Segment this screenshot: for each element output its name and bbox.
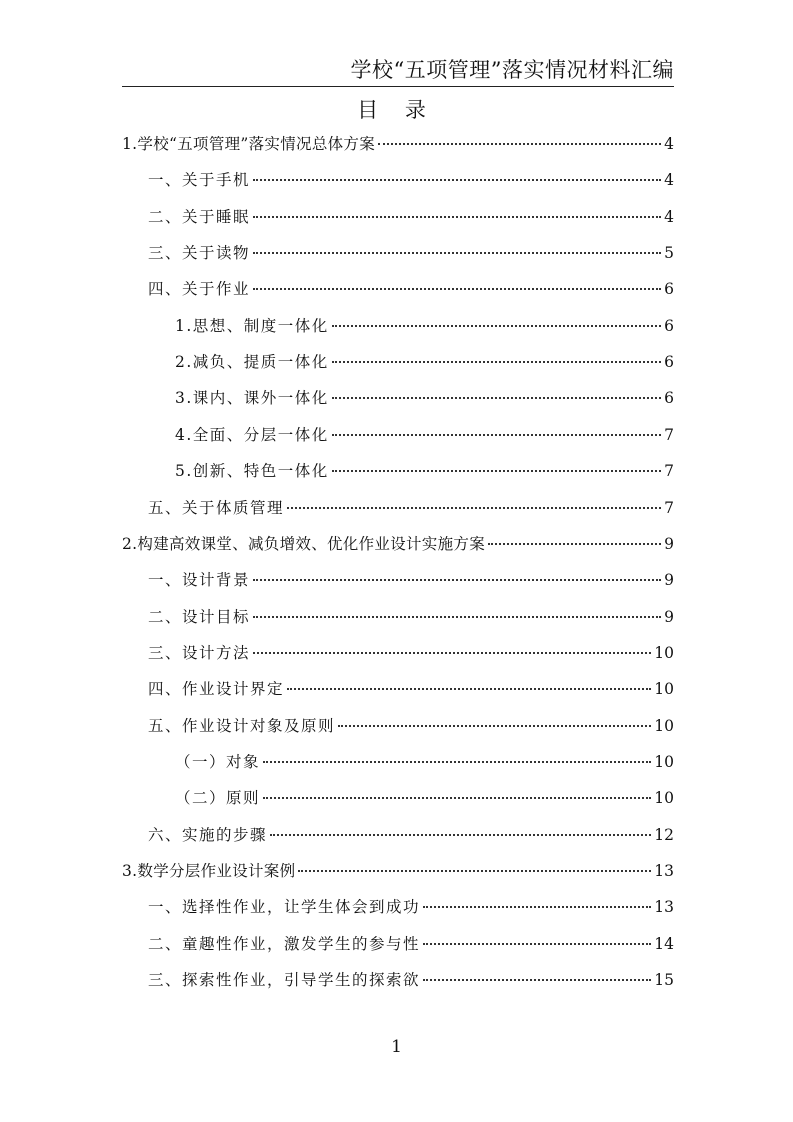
toc-entry[interactable] (175, 386, 674, 410)
toc-entry-page: 10 (654, 752, 674, 771)
toc-entry-label: 三、探索性作业，引导学生的探索欲 (148, 971, 421, 990)
dot-leader (332, 325, 661, 327)
toc-entry[interactable] (148, 568, 674, 592)
toc-entry-label: （二）原则 (175, 789, 261, 808)
dot-leader (253, 616, 661, 618)
header-rule (122, 86, 674, 87)
toc-entry-page: 9 (664, 571, 674, 590)
toc-entry[interactable] (148, 496, 674, 520)
dot-leader (253, 579, 661, 581)
toc-entry-label: 4.全面、分层一体化 (175, 425, 329, 444)
dot-leader (263, 797, 651, 799)
page-number: 1 (391, 1037, 402, 1057)
toc-entry-page: 13 (654, 862, 674, 880)
toc-entry-label: 二、设计目标 (148, 607, 251, 626)
toc-entry[interactable] (175, 314, 674, 338)
toc-entry-label: 二、童趣性作业，激发学生的参与性 (148, 934, 421, 953)
dot-leader (488, 543, 661, 545)
toc-entry-page: 9 (664, 534, 674, 553)
dot-leader (270, 834, 651, 836)
toc-entry[interactable] (148, 714, 674, 738)
toc-entry-label: 三、关于读物 (148, 244, 251, 263)
toc-entry[interactable] (122, 132, 674, 156)
toc-entry[interactable] (148, 205, 674, 229)
toc-entry[interactable] (148, 241, 674, 265)
toc-entry-label: 二、关于睡眠 (148, 207, 251, 226)
toc-entry[interactable] (148, 968, 674, 992)
toc-entry-page: 10 (654, 716, 674, 735)
toc-entry[interactable] (148, 823, 674, 847)
toc-entry-page: 7 (664, 462, 674, 481)
toc-entry-label: 2.减负、提质一体化 (175, 353, 329, 372)
toc-entry[interactable] (122, 532, 674, 556)
dot-leader (298, 870, 651, 872)
toc-entry[interactable] (148, 932, 674, 956)
toc-entry-page: 4 (664, 171, 674, 190)
toc-entry-label: （一）对象 (175, 752, 261, 771)
toc-entry-page: 7 (664, 498, 674, 517)
toc-entry[interactable] (148, 641, 674, 665)
toc-entry-label: 一、设计背景 (148, 571, 251, 590)
toc-entry[interactable] (175, 750, 674, 774)
dot-leader (287, 507, 661, 509)
dot-leader (378, 143, 661, 145)
dot-leader (423, 979, 651, 981)
toc-entry-page: 10 (654, 680, 674, 699)
toc-entry-page: 10 (654, 643, 674, 662)
toc-entry[interactable] (175, 786, 674, 810)
toc-entry-label: 五、作业设计对象及原则 (148, 716, 336, 735)
dot-leader (332, 434, 661, 436)
toc-entry[interactable] (148, 168, 674, 192)
toc-entry[interactable] (148, 605, 674, 629)
dot-leader (332, 470, 661, 472)
dot-leader (332, 397, 661, 399)
toc-entry[interactable] (122, 859, 674, 883)
dot-leader (253, 216, 661, 218)
running-header: 学校“五项管理”落实情况材料汇编 (350, 58, 674, 82)
toc-entry-label: 六、实施的步骤 (148, 825, 268, 844)
toc-entry-page: 12 (654, 825, 674, 844)
dot-leader (253, 652, 651, 654)
toc-entry-page: 9 (664, 607, 674, 626)
toc-entry[interactable] (148, 677, 674, 701)
dot-leader (332, 361, 661, 363)
dot-leader (338, 725, 651, 727)
toc-title: 目 录 (357, 98, 436, 122)
toc-entry-label: 一、选择性作业，让学生体会到成功 (148, 898, 421, 917)
dot-leader (263, 761, 651, 763)
toc-entry-label: 3.数学分层作业设计案例 (122, 862, 296, 880)
toc-entry-page: 6 (664, 353, 674, 372)
dot-leader (253, 252, 661, 254)
toc-entry-label: 3.课内、课外一体化 (175, 389, 329, 408)
toc-entry-page: 13 (654, 898, 674, 917)
toc-entry[interactable] (148, 895, 674, 919)
toc-entry[interactable] (148, 277, 674, 301)
toc-entry-label: 三、设计方法 (148, 643, 251, 662)
toc-entry-label: 1.思想、制度一体化 (175, 316, 329, 335)
toc-entry-page: 10 (654, 789, 674, 808)
toc-entry-page: 6 (664, 389, 674, 408)
dot-leader (287, 688, 651, 690)
dot-leader (253, 288, 661, 290)
toc-entry-page: 4 (664, 135, 674, 153)
toc-entry-page: 14 (654, 934, 674, 953)
toc-entry[interactable] (175, 423, 674, 447)
dot-leader (423, 943, 651, 945)
toc-entry-label: 5.创新、特色一体化 (175, 462, 329, 481)
toc-entry-label: 五、关于体质管理 (148, 498, 285, 517)
toc-entry-page: 4 (664, 207, 674, 226)
toc-entry-label: 1.学校“五项管理”落实情况总体方案 (122, 135, 376, 153)
toc-entry-page: 6 (664, 280, 674, 299)
toc-entry[interactable] (175, 350, 674, 374)
toc-entry-page: 7 (664, 425, 674, 444)
toc-entry-page: 6 (664, 316, 674, 335)
toc-entry-label: 四、作业设计界定 (148, 680, 285, 699)
toc-entry[interactable] (175, 459, 674, 483)
toc-entry-label: 一、关于手机 (148, 171, 251, 190)
toc-entry-label: 2.构建高效课堂、减负增效、优化作业设计实施方案 (122, 534, 485, 553)
toc-entry-page: 15 (654, 971, 674, 990)
toc-entry-label: 四、关于作业 (148, 280, 251, 299)
dot-leader (253, 179, 661, 181)
dot-leader (423, 906, 651, 908)
toc-entry-page: 5 (664, 244, 674, 263)
